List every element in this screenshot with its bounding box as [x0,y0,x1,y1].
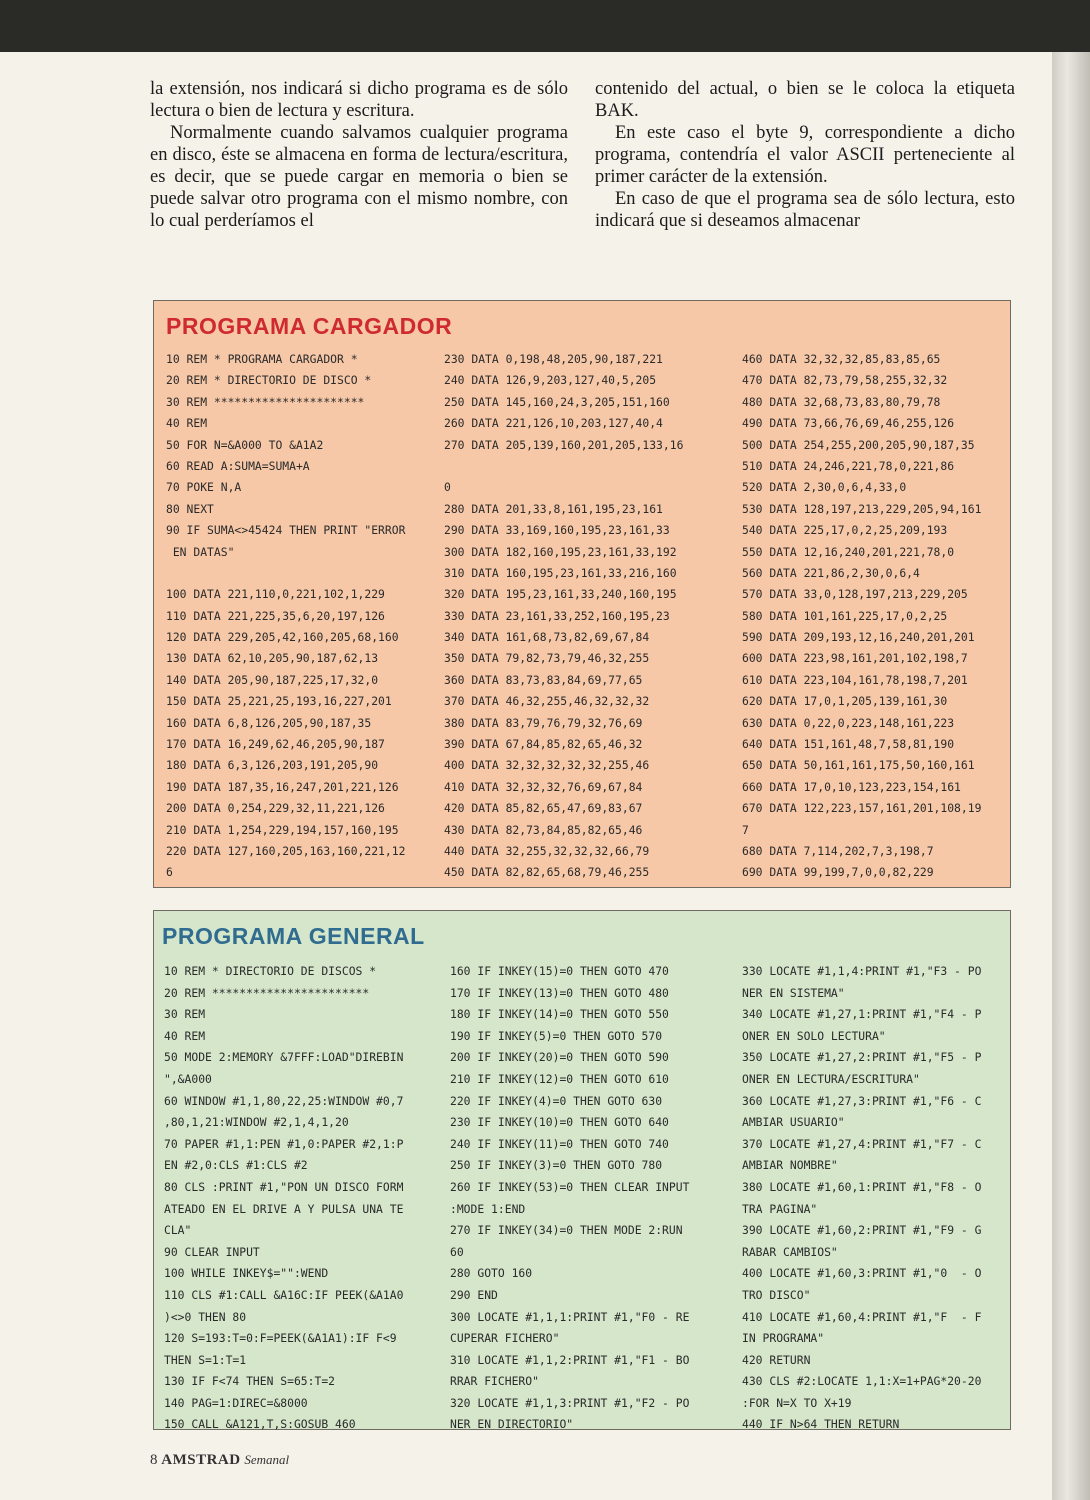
code-line: 60 WINDOW #1,1,80,22,25:WINDOW #0,7 [164,1093,404,1108]
code-line: 100 WHILE INKEY$="":WEND [164,1266,329,1281]
code-column [444,349,683,884]
code-line: 160 DATA 6,8,126,205,90,187,35 [166,715,372,730]
code-line: 200 IF INKEY(20)=0 THEN GOTO 590 [450,1050,669,1065]
code-line: 560 DATA 221,86,2,30,0,6,4 [742,565,920,580]
code-line: 330 LOCATE #1,1,4:PRINT #1,"F3 - PO [742,964,982,978]
code-line: 280 GOTO 160 [450,1266,533,1281]
code-column [450,961,689,1436]
code-line: AMBIAR USUARIO" [742,1115,845,1130]
code-line: 310 DATA 160,195,23,161,33,216,160 [444,565,677,580]
code-line: 420 RETURN [742,1352,811,1367]
magazine-subtitle: Semanal [244,1452,290,1467]
code-line: 280 DATA 201,33,8,161,195,23,161 [444,501,663,516]
code-line: 270 IF INKEY(34)=0 THEN MODE 2:RUN [450,1223,683,1238]
code-line: 690 DATA 99,199,7,0,0,82,229 [742,865,934,880]
code-line: 250 DATA 145,160,24,3,205,151,160 [444,394,670,409]
code-line: 170 IF INKEY(13)=0 THEN GOTO 480 [450,985,669,1000]
code-line: 290 DATA 33,169,160,195,23,161,33 [444,523,670,538]
code-line: 140 PAG=1:DIREC=&8000 [164,1395,308,1410]
code-line: 180 DATA 6,3,126,203,191,205,90 [166,758,379,773]
code-line: CLA" [164,1223,192,1238]
code-column [164,961,403,1436]
page-number: 8 [150,1452,158,1468]
code-line: ,80,1,21:WINDOW #2,1,4,1,20 [164,1115,349,1130]
code-line: 670 DATA 122,223,157,161,201,108,19 [742,801,982,816]
code-line: NER EN DIRECTORIO" [450,1417,574,1432]
code-line: 170 DATA 16,249,62,46,205,90,187 [166,737,385,752]
code-line: 590 DATA 209,193,12,16,240,201,201 [742,630,975,645]
code-line: THEN S=1:T=1 [164,1352,247,1367]
code-line: 210 DATA 1,254,229,194,157,160,195 [166,822,399,837]
code-line: 180 IF INKEY(14)=0 THEN GOTO 550 [450,1007,669,1022]
code-line: 160 IF INKEY(15)=0 THEN GOTO 470 [450,964,669,978]
code-line: 540 DATA 225,17,0,2,25,209,193 [742,523,948,538]
code-line: 250 IF INKEY(3)=0 THEN GOTO 780 [450,1158,663,1173]
code-line: TRA PAGINA" [742,1201,818,1216]
code-line: 290 END [450,1287,498,1302]
paragraph: En este caso el byte 9, correspondiente a dicho programa, contendría el valor ASCII perteneciente al primer carácter de la extensión. [595,123,1015,187]
code-line: 440 DATA 32,255,32,32,32,66,79 [444,843,650,858]
code-line: ONER EN SOLO LECTURA" [742,1028,886,1043]
code-line: 110 DATA 221,225,35,6,20,197,126 [166,608,385,623]
code-column [742,961,981,1436]
code-line: 330 DATA 23,161,33,252,160,195,23 [444,608,670,623]
code-line: 440 IF N>64 THEN RETURN [742,1417,900,1432]
code-line: TRO DISCO" [742,1287,811,1302]
code-line: 30 REM [164,1007,206,1022]
code-line: 460 DATA 32,32,32,85,83,85,65 [742,352,941,366]
code-line: )<>0 THEN 80 [164,1309,247,1324]
code-line: 190 IF INKEY(5)=0 THEN GOTO 570 [450,1028,663,1043]
code-line: 50 FOR N=&A000 TO &A1A2 [166,437,324,452]
code-line: 110 CLS #1:CALL &A16C:IF PEEK(&A1A0 [164,1287,404,1302]
code-line: AMBIAR NOMBRE" [742,1158,838,1173]
code-line: 370 LOCATE #1,27,4:PRINT #1,"F7 - C [742,1136,982,1151]
code-line: 360 LOCATE #1,27,3:PRINT #1,"F6 - C [742,1093,982,1108]
code-line: 130 IF F<74 THEN S=65:T=2 [164,1374,336,1389]
general-title: PROGRAMA GENERAL [162,923,425,949]
code-line: 390 DATA 67,84,85,82,65,46,32 [444,737,643,752]
code-line: 140 DATA 205,90,187,225,17,32,0 [166,672,379,687]
code-line: ATEADO EN EL DRIVE A Y PULSA UNA TE [164,1201,404,1216]
code-line: EN #2,0:CLS #1:CLS #2 [164,1158,308,1173]
code-line: 370 DATA 46,32,255,46,32,32,32 [444,694,650,709]
code-line: 260 IF INKEY(53)=0 THEN CLEAR INPUT [450,1179,690,1194]
code-line: 310 LOCATE #1,1,2:PRINT #1,"F1 - BO [450,1352,690,1367]
code-line: 230 DATA 0,198,48,205,90,187,221 [444,352,663,366]
code-line: 320 LOCATE #1,1,3:PRINT #1,"F2 - PO [450,1395,690,1410]
code-line: 500 DATA 254,255,200,205,90,187,35 [742,437,975,452]
code-line: 130 DATA 62,10,205,90,187,62,13 [166,651,379,666]
code-line: NER EN SISTEMA" [742,985,845,1000]
code-line: 380 DATA 83,79,76,79,32,76,69 [444,715,643,730]
magazine-brand: AMSTRAD [161,1452,241,1468]
code-line: 220 IF INKEY(4)=0 THEN GOTO 630 [450,1093,663,1108]
code-line: 620 DATA 17,0,1,205,139,161,30 [742,694,948,709]
code-line: 630 DATA 0,22,0,223,148,161,223 [742,715,955,730]
code-line: 480 DATA 32,68,73,83,80,79,78 [742,394,941,409]
adjacent-page-edge [1052,52,1090,1500]
code-line: 450 DATA 82,82,65,68,79,46,255 [444,865,650,880]
code-line: 420 DATA 85,82,65,47,69,83,67 [444,801,643,816]
code-column [742,349,981,884]
code-line: 150 CALL &A121,T,S:GOSUB 460 [164,1417,356,1432]
code-line: 650 DATA 50,161,161,175,50,160,161 [742,758,975,773]
code-line: :MODE 1:END [450,1201,526,1216]
code-line: 90 CLEAR INPUT [164,1244,260,1259]
program-general-box [153,910,1011,1430]
code-line: 300 DATA 182,160,195,23,161,33,192 [444,544,677,559]
code-line: 680 DATA 7,114,202,7,3,198,7 [742,843,934,858]
code-line: 470 DATA 82,73,79,58,255,32,32 [742,373,948,388]
article-column-right [595,78,1015,232]
code-line: 580 DATA 101,161,225,17,0,2,25 [742,608,948,623]
code-line: 520 DATA 2,30,0,6,4,33,0 [742,480,907,495]
paragraph: En caso de que el programa sea de sólo lectura, esto indicará que si deseamos almacenar [595,189,1015,231]
code-line: 430 DATA 82,73,84,85,82,65,46 [444,822,643,837]
code-line: 270 DATA 205,139,160,201,205,133,16 [444,437,684,452]
code-line: 20 REM *********************** [164,985,370,1000]
code-line: 320 DATA 195,23,161,33,240,160,195 [444,587,677,602]
code-line: 120 DATA 229,205,42,160,205,68,160 [166,630,399,645]
code-line: 220 DATA 127,160,205,163,160,221,12 [166,843,406,858]
code-line: 40 REM [164,1028,206,1043]
code-column [166,349,405,884]
code-line: 410 DATA 32,32,32,76,69,67,84 [444,779,643,794]
code-line: 640 DATA 151,161,48,7,58,81,190 [742,737,955,752]
code-line: 350 LOCATE #1,27,2:PRINT #1,"F5 - P [742,1050,982,1065]
code-line: ",&A000 [164,1071,212,1086]
code-line [166,563,405,584]
article-column-left [150,78,568,232]
code-line: 150 DATA 25,221,25,193,16,227,201 [166,694,392,709]
paragraph: la extensión, nos indicará si dicho programa es de sólo lectura o bien de lectura y escritura. [150,79,568,121]
code-line: 7 [742,822,749,837]
code-line: 80 NEXT [166,501,214,516]
code-line: 400 DATA 32,32,32,32,32,255,46 [444,758,650,773]
code-line: 240 IF INKEY(11)=0 THEN GOTO 740 [450,1136,669,1151]
code-line: 300 LOCATE #1,1,1:PRINT #1,"F0 - RE [450,1309,690,1324]
code-line: 80 CLS :PRINT #1,"PON UN DISCO FORM [164,1179,404,1194]
code-line: 0 [444,480,451,495]
code-line: 490 DATA 73,66,76,69,46,255,126 [742,416,955,431]
code-line: 340 LOCATE #1,27,1:PRINT #1,"F4 - P [742,1007,982,1022]
code-line: 410 LOCATE #1,60,4:PRINT #1,"F - F [742,1309,982,1324]
code-line: 60 READ A:SUMA=SUMA+A [166,458,310,473]
code-line: 400 LOCATE #1,60,3:PRINT #1,"0 - O [742,1266,982,1281]
page-footer [150,1452,289,1469]
code-line: 120 S=193:T=0:F=PEEK(&A1A1):IF F<9 [164,1331,397,1346]
code-line: 360 DATA 83,73,83,84,69,77,65 [444,672,643,687]
code-line: 610 DATA 223,104,161,78,198,7,201 [742,672,968,687]
code-line: 30 REM ********************** [166,394,365,409]
code-line: 210 IF INKEY(12)=0 THEN GOTO 610 [450,1071,669,1086]
code-line: 660 DATA 17,0,10,123,223,154,161 [742,779,961,794]
code-line: 430 CLS #2:LOCATE 1,1:X=1+PAG*20-20 [742,1374,982,1389]
code-line: EN DATAS" [166,544,235,559]
code-line: ONER EN LECTURA/ESCRITURA" [742,1071,920,1086]
code-line: 200 DATA 0,254,229,32,11,221,126 [166,801,385,816]
code-line: 60 [450,1244,464,1259]
code-line: 570 DATA 33,0,128,197,213,229,205 [742,587,968,602]
code-line: 390 LOCATE #1,60,2:PRINT #1,"F9 - G [742,1223,982,1238]
code-line: 10 REM * DIRECTORIO DE DISCOS * [164,964,377,978]
code-line: 550 DATA 12,16,240,201,221,78,0 [742,544,955,559]
code-line: IN PROGRAMA" [742,1331,825,1346]
code-line: 100 DATA 221,110,0,221,102,1,229 [166,587,385,602]
code-line: 90 IF SUMA<>45424 THEN PRINT "ERROR [166,523,406,538]
code-line: 70 POKE N,A [166,480,242,495]
code-line: 340 DATA 161,68,73,82,69,67,84 [444,630,650,645]
code-line: 20 REM * DIRECTORIO DE DISCO * [166,373,372,388]
code-line: 350 DATA 79,82,73,79,46,32,255 [444,651,650,666]
code-line: RRAR FICHERO" [450,1374,539,1389]
code-line: RABAR CAMBIOS" [742,1244,838,1259]
code-line: 530 DATA 128,197,213,229,205,94,161 [742,501,982,516]
code-line: 380 LOCATE #1,60,1:PRINT #1,"F8 - O [742,1179,982,1194]
code-line: 190 DATA 187,35,16,247,201,221,126 [166,779,399,794]
code-line [444,456,683,477]
code-line: 600 DATA 223,98,161,201,102,198,7 [742,651,968,666]
code-line: 230 IF INKEY(10)=0 THEN GOTO 640 [450,1115,669,1130]
code-line: 6 [166,865,173,880]
code-line: 50 MODE 2:MEMORY &7FFF:LOAD"DIREBIN [164,1050,404,1065]
code-line: 260 DATA 221,126,10,203,127,40,4 [444,416,663,431]
code-line: :FOR N=X TO X+19 [742,1395,852,1410]
code-line: 510 DATA 24,246,221,78,0,221,86 [742,458,955,473]
program-cargador-box [153,300,1011,888]
code-line: 40 REM [166,416,208,431]
paragraph: Normalmente cuando salvamos cualquier programa en disco, éste se almacena en forma de lectura/escritura, es decir, que se puede cargar en memoria o bien se puede salvar otro programa con el mismo nombre, con lo cual perderíamos el [150,123,568,231]
code-line: 240 DATA 126,9,203,127,40,5,205 [444,373,657,388]
code-line: 10 REM * PROGRAMA CARGADOR * [166,352,358,366]
paragraph: contenido del actual, o bien se le coloca la etiqueta BAK. [595,79,1015,121]
cargador-title: PROGRAMA CARGADOR [166,313,453,339]
code-line: CUPERAR FICHERO" [450,1331,560,1346]
code-line: 70 PAPER #1,1:PEN #1,0:PAPER #2,1:P [164,1136,404,1151]
